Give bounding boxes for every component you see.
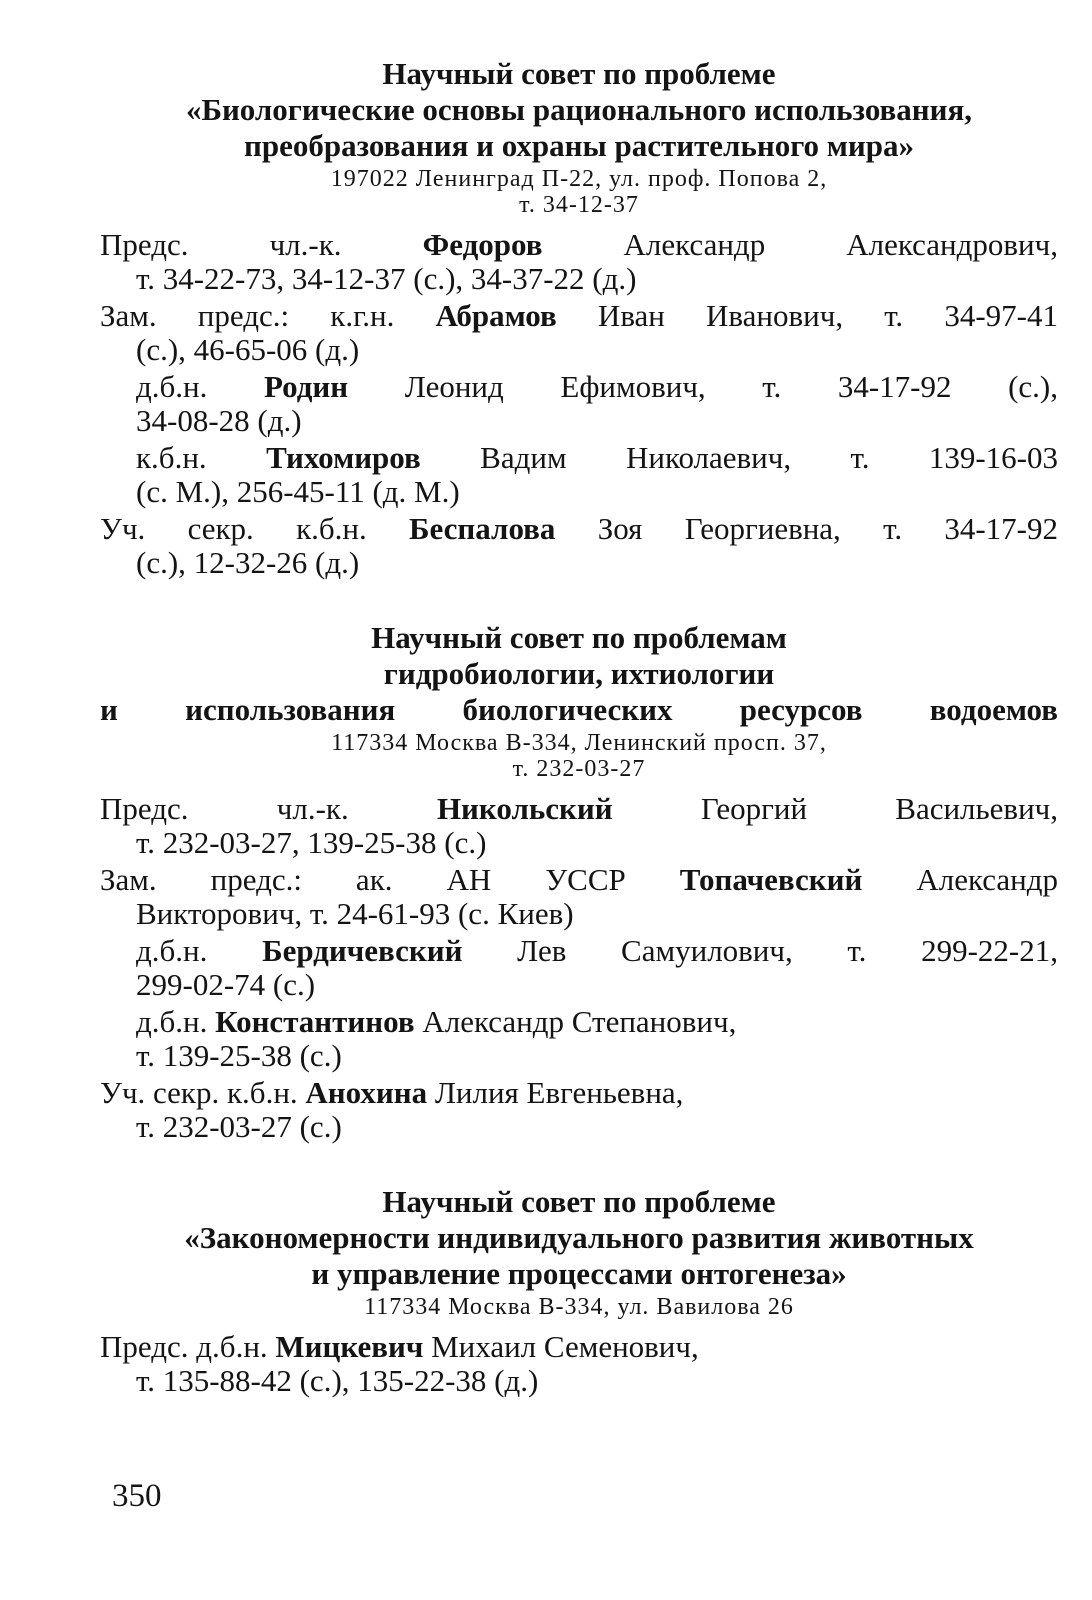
member-name: Родин [263,369,349,404]
member-entry [100,299,1058,367]
council-section-3 [100,1184,1058,1398]
council-section-2 [100,620,1058,1144]
section-heading-line: «Биологические основы рационального использования, [185,92,973,127]
member-entry [100,441,1058,509]
member-contacts: 299-02-74 (с.) [136,967,316,1002]
member-entry [100,512,1058,580]
member-details: Вадим Николаевич, т. 139-16-03 [420,440,1058,475]
section-heading-line: гидробиологии, ихтиологии [383,656,775,691]
address-line: 117334 Москва В-334, ул. Вавилова 26 [364,1294,794,1320]
member-contacts: (с. М.), 256-45-11 (д. М.) [136,474,460,509]
role: Предс. чл.-к. [100,791,437,826]
member-details: Александр Степанович, [414,1004,737,1039]
member-name: Никольский [436,791,613,826]
member-name: Мицкевич [275,1329,424,1364]
member-name: Бердичевский [262,933,463,968]
section-heading-line: Научный совет по проблеме [382,56,776,91]
address-line: 197022 Ленинград П-22, ул. проф. Попова 2, [330,166,828,192]
member-details: Зоя Георгиевна, т. 34-17-92 [555,511,1058,546]
member-name: Топачевский [679,862,863,897]
role: д.б.н. [136,933,263,968]
member-details: Лилия Евгеньевна, [427,1075,684,1110]
member-contacts: (с.), 46-65-06 (д.) [136,332,360,367]
section-heading-line: Научный совет по проблеме [382,1184,776,1219]
member-entry [100,1005,1058,1073]
section-heading-line: преобразования и охраны растительного мира» [244,128,914,163]
member-contacts: Викторович, т. 24-61-93 (с. Киев) [136,896,574,931]
role: Уч. секр. к.б.н. [100,1075,306,1110]
address-phone: т. 232-03-27 [512,756,646,782]
member-details: Михаил Семенович, [423,1329,699,1364]
member-entry [100,370,1058,438]
member-entry [100,1076,1058,1144]
member-contacts: 34-08-28 (д.) [136,403,302,438]
member-entry [100,792,1058,860]
member-contacts: т. 232-03-27 (с.) [136,1109,342,1144]
role: Зам. предс.: к.г.н. [100,298,436,333]
section-heading-line: и использования биологических ресурсов водоемов [100,692,1058,727]
member-contacts: т. 135-88-42 (с.), 135-22-38 (д.) [136,1363,539,1398]
member-entry [100,228,1058,296]
member-contacts: т. 232-03-27, 139-25-38 (с.) [136,825,487,860]
member-details: Георгий Васильевич, [612,791,1058,826]
section-heading-line: «Закономерности индивидуального развития животных [184,1220,974,1255]
member-contacts: т. 34-22-73, 34-12-37 (с.), 34-37-22 (д.) [136,261,637,296]
member-name: Абрамов [435,298,557,333]
members-list [100,792,1058,1144]
member-name: Константинов [215,1004,415,1039]
role: д.б.н. [136,369,264,404]
role: д.б.н. [136,1004,216,1039]
member-details: Иван Иванович, т. 34-97-41 [556,298,1058,333]
role: Уч. секр. к.б.н. [100,511,410,546]
council-section-1 [100,56,1058,580]
role: к.б.н. [136,440,267,475]
member-contacts: (с.), 12-32-26 (д.) [136,545,360,580]
member-details: Леонид Ефимович, т. 34-17-92 (с.), [348,369,1058,404]
role: Предс. д.б.н. [100,1329,276,1364]
member-name: Тихомиров [266,440,421,475]
section-heading-line: Научный совет по проблемам [371,620,787,655]
role: Зам. предс.: ак. АН УССР [100,862,680,897]
page-content [100,56,1058,1401]
address-phone: т. 34-12-37 [519,192,639,218]
members-list [100,1330,1058,1398]
member-name: Анохина [305,1075,428,1110]
page-number: 350 [112,1478,162,1514]
member-details: Александр [862,862,1058,897]
member-details: Лев Самуилович, т. 299-22-21, [462,933,1058,968]
section-heading-line: и управление процессами онтогенеза» [311,1256,847,1291]
member-entry [100,863,1058,931]
address-line: 117334 Москва В-334, Ленинский просп. 37, [331,730,827,756]
members-list [100,228,1058,580]
member-name: Федоров [422,227,543,262]
member-entry [100,1330,1058,1398]
role: Предс. чл.-к. [100,227,423,262]
member-name: Беспалова [409,511,556,546]
member-details: Александр Александрович, [542,227,1058,262]
member-entry [100,934,1058,1002]
member-contacts: т. 139-25-38 (с.) [136,1038,342,1073]
